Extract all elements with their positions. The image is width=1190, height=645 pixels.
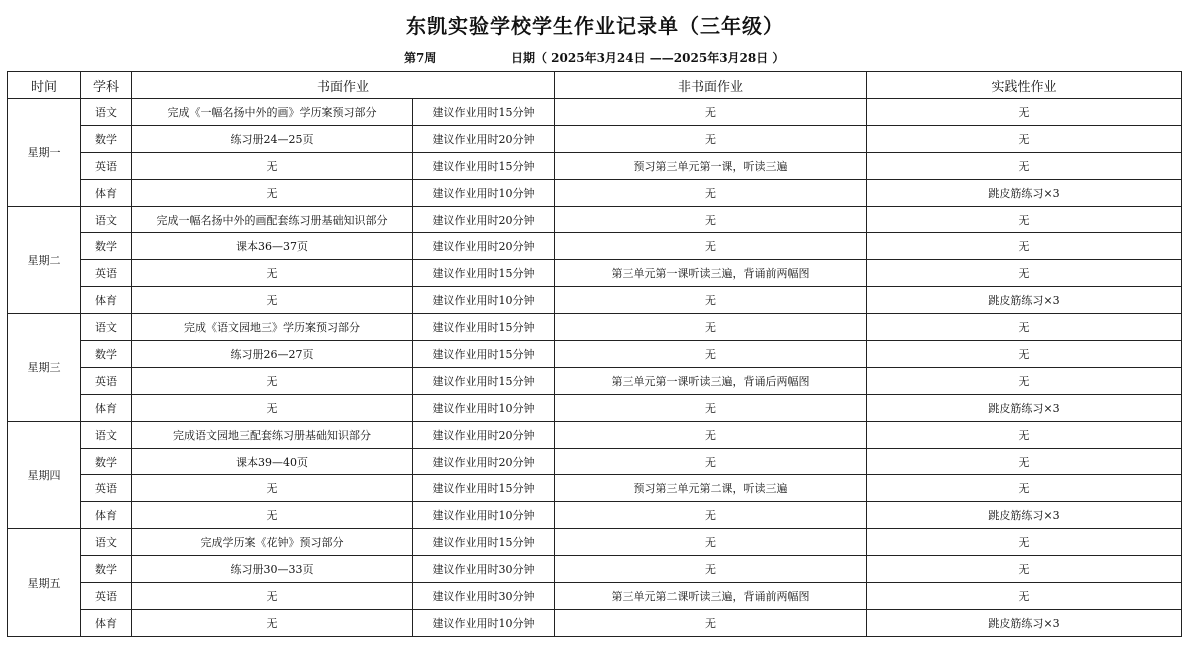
time-cell: 建议作业用时10分钟 bbox=[413, 502, 555, 529]
subject-cell: 体育 bbox=[81, 502, 132, 529]
nonwritten-cell: 第三单元第一课听读三遍，背诵前两幅图 bbox=[555, 260, 867, 287]
time-cell: 建议作业用时20分钟 bbox=[413, 125, 555, 152]
time-cell: 建议作业用时10分钟 bbox=[413, 394, 555, 421]
day-cell: 星期四 bbox=[8, 421, 81, 529]
practice-cell: 无 bbox=[867, 341, 1182, 368]
nonwritten-cell: 第三单元第二课听读三遍，背诵前两幅图 bbox=[555, 583, 867, 610]
day-cell: 星期二 bbox=[8, 206, 81, 314]
written-cell: 课本39—40页 bbox=[132, 448, 413, 475]
written-cell: 练习册24—25页 bbox=[132, 125, 413, 152]
written-cell: 完成《语文园地三》学历案预习部分 bbox=[132, 314, 413, 341]
table-row bbox=[8, 99, 1182, 126]
subject-cell: 语文 bbox=[81, 529, 132, 556]
nonwritten-cell: 无 bbox=[555, 556, 867, 583]
nonwritten-cell: 预习第三单元第二课，听读三遍 bbox=[555, 475, 867, 502]
nonwritten-cell: 无 bbox=[555, 233, 867, 260]
subject-cell: 英语 bbox=[81, 152, 132, 179]
table-row bbox=[8, 341, 1182, 368]
table-row bbox=[8, 314, 1182, 341]
table-row bbox=[8, 556, 1182, 583]
subject-cell: 体育 bbox=[81, 179, 132, 206]
subject-cell: 语文 bbox=[81, 99, 132, 126]
written-cell: 练习册26—27页 bbox=[132, 341, 413, 368]
table-row bbox=[8, 609, 1182, 636]
header-subject: 学科 bbox=[81, 72, 132, 99]
table-row bbox=[8, 367, 1182, 394]
table-row bbox=[8, 125, 1182, 152]
time-cell: 建议作业用时15分钟 bbox=[413, 341, 555, 368]
time-cell: 建议作业用时20分钟 bbox=[413, 448, 555, 475]
nonwritten-cell: 第三单元第一课听读三遍，背诵后两幅图 bbox=[555, 367, 867, 394]
subject-cell: 数学 bbox=[81, 556, 132, 583]
day-cell: 星期五 bbox=[8, 529, 81, 637]
written-cell: 无 bbox=[132, 394, 413, 421]
practice-cell: 无 bbox=[867, 206, 1182, 233]
written-cell: 完成学历案《花钟》预习部分 bbox=[132, 529, 413, 556]
nonwritten-cell: 无 bbox=[555, 529, 867, 556]
subject-cell: 英语 bbox=[81, 260, 132, 287]
written-cell: 无 bbox=[132, 502, 413, 529]
subject-cell: 体育 bbox=[81, 394, 132, 421]
practice-cell: 跳皮筋练习×3 bbox=[867, 609, 1182, 636]
subject-cell: 英语 bbox=[81, 583, 132, 610]
table-row bbox=[8, 502, 1182, 529]
practice-cell: 无 bbox=[867, 556, 1182, 583]
subject-cell: 语文 bbox=[81, 421, 132, 448]
time-cell: 建议作业用时20分钟 bbox=[413, 233, 555, 260]
nonwritten-cell: 无 bbox=[555, 125, 867, 152]
nonwritten-cell: 预习第三单元第一课，听读三遍 bbox=[555, 152, 867, 179]
table-row bbox=[8, 233, 1182, 260]
time-cell: 建议作业用时10分钟 bbox=[413, 179, 555, 206]
practice-cell: 无 bbox=[867, 448, 1182, 475]
table-row bbox=[8, 260, 1182, 287]
written-cell: 练习册30—33页 bbox=[132, 556, 413, 583]
table-row bbox=[8, 179, 1182, 206]
table-row bbox=[8, 206, 1182, 233]
header-nonwritten: 非书面作业 bbox=[555, 72, 867, 99]
practice-cell: 无 bbox=[867, 233, 1182, 260]
written-cell: 无 bbox=[132, 179, 413, 206]
time-cell: 建议作业用时20分钟 bbox=[413, 421, 555, 448]
practice-cell: 无 bbox=[867, 314, 1182, 341]
table-row bbox=[8, 421, 1182, 448]
subject-cell: 数学 bbox=[81, 233, 132, 260]
nonwritten-cell: 无 bbox=[555, 287, 867, 314]
subject-cell: 体育 bbox=[81, 609, 132, 636]
written-cell: 完成一幅名扬中外的画配套练习册基础知识部分 bbox=[132, 206, 413, 233]
time-cell: 建议作业用时15分钟 bbox=[413, 99, 555, 126]
table-row bbox=[8, 448, 1182, 475]
subject-cell: 英语 bbox=[81, 475, 132, 502]
table-body bbox=[8, 99, 1182, 637]
nonwritten-cell: 无 bbox=[555, 394, 867, 421]
practice-cell: 无 bbox=[867, 260, 1182, 287]
written-cell: 完成语文园地三配套练习册基础知识部分 bbox=[132, 421, 413, 448]
time-cell: 建议作业用时15分钟 bbox=[413, 314, 555, 341]
nonwritten-cell: 无 bbox=[555, 314, 867, 341]
time-cell: 建议作业用时15分钟 bbox=[413, 529, 555, 556]
practice-cell: 无 bbox=[867, 421, 1182, 448]
practice-cell: 无 bbox=[867, 152, 1182, 179]
practice-cell: 无 bbox=[867, 529, 1182, 556]
subject-cell: 语文 bbox=[81, 314, 132, 341]
practice-cell: 跳皮筋练习×3 bbox=[867, 287, 1182, 314]
practice-cell: 无 bbox=[867, 475, 1182, 502]
time-cell: 建议作业用时20分钟 bbox=[413, 206, 555, 233]
day-cell: 星期三 bbox=[8, 314, 81, 422]
nonwritten-cell: 无 bbox=[555, 179, 867, 206]
homework-table bbox=[7, 71, 1182, 637]
subject-cell: 数学 bbox=[81, 125, 132, 152]
nonwritten-cell: 无 bbox=[555, 206, 867, 233]
time-cell: 建议作业用时10分钟 bbox=[413, 609, 555, 636]
written-cell: 无 bbox=[132, 287, 413, 314]
table-row bbox=[8, 475, 1182, 502]
table-row bbox=[8, 529, 1182, 556]
table-row bbox=[8, 287, 1182, 314]
header-row bbox=[8, 72, 1182, 99]
subject-cell: 语文 bbox=[81, 206, 132, 233]
subject-cell: 数学 bbox=[81, 341, 132, 368]
nonwritten-cell: 无 bbox=[555, 448, 867, 475]
written-cell: 无 bbox=[132, 475, 413, 502]
practice-cell: 跳皮筋练习×3 bbox=[867, 394, 1182, 421]
practice-cell: 无 bbox=[867, 367, 1182, 394]
table-row bbox=[8, 583, 1182, 610]
nonwritten-cell: 无 bbox=[555, 421, 867, 448]
practice-cell: 跳皮筋练习×3 bbox=[867, 179, 1182, 206]
practice-cell: 跳皮筋练习×3 bbox=[867, 502, 1182, 529]
written-cell: 无 bbox=[132, 367, 413, 394]
date-range: 日期（ 2025年3月24日 ——2025年3月28日 ） bbox=[511, 51, 785, 65]
written-cell: 无 bbox=[132, 609, 413, 636]
day-cell: 星期一 bbox=[8, 99, 81, 207]
written-cell: 无 bbox=[132, 152, 413, 179]
time-cell: 建议作业用时15分钟 bbox=[413, 260, 555, 287]
nonwritten-cell: 无 bbox=[555, 609, 867, 636]
page-title: 东凯实验学校学生作业记录单（三年级） bbox=[406, 14, 784, 38]
nonwritten-cell: 无 bbox=[555, 341, 867, 368]
nonwritten-cell: 无 bbox=[555, 99, 867, 126]
week-label: 第7周 bbox=[404, 51, 437, 65]
time-cell: 建议作业用时15分钟 bbox=[413, 152, 555, 179]
written-cell: 课本36—37页 bbox=[132, 233, 413, 260]
subject-cell: 英语 bbox=[81, 367, 132, 394]
header-practice: 实践性作业 bbox=[867, 72, 1182, 99]
practice-cell: 无 bbox=[867, 583, 1182, 610]
subject-cell: 体育 bbox=[81, 287, 132, 314]
time-cell: 建议作业用时15分钟 bbox=[413, 475, 555, 502]
written-cell: 完成《一幅名扬中外的画》学历案预习部分 bbox=[132, 99, 413, 126]
time-cell: 建议作业用时15分钟 bbox=[413, 367, 555, 394]
written-cell: 无 bbox=[132, 260, 413, 287]
table-row bbox=[8, 394, 1182, 421]
header-written: 书面作业 bbox=[132, 72, 555, 99]
subject-cell: 数学 bbox=[81, 448, 132, 475]
written-cell: 无 bbox=[132, 583, 413, 610]
time-cell: 建议作业用时10分钟 bbox=[413, 287, 555, 314]
time-cell: 建议作业用时30分钟 bbox=[413, 556, 555, 583]
practice-cell: 无 bbox=[867, 99, 1182, 126]
practice-cell: 无 bbox=[867, 125, 1182, 152]
header-time: 时间 bbox=[8, 72, 81, 99]
table-row bbox=[8, 152, 1182, 179]
nonwritten-cell: 无 bbox=[555, 502, 867, 529]
time-cell: 建议作业用时30分钟 bbox=[413, 583, 555, 610]
